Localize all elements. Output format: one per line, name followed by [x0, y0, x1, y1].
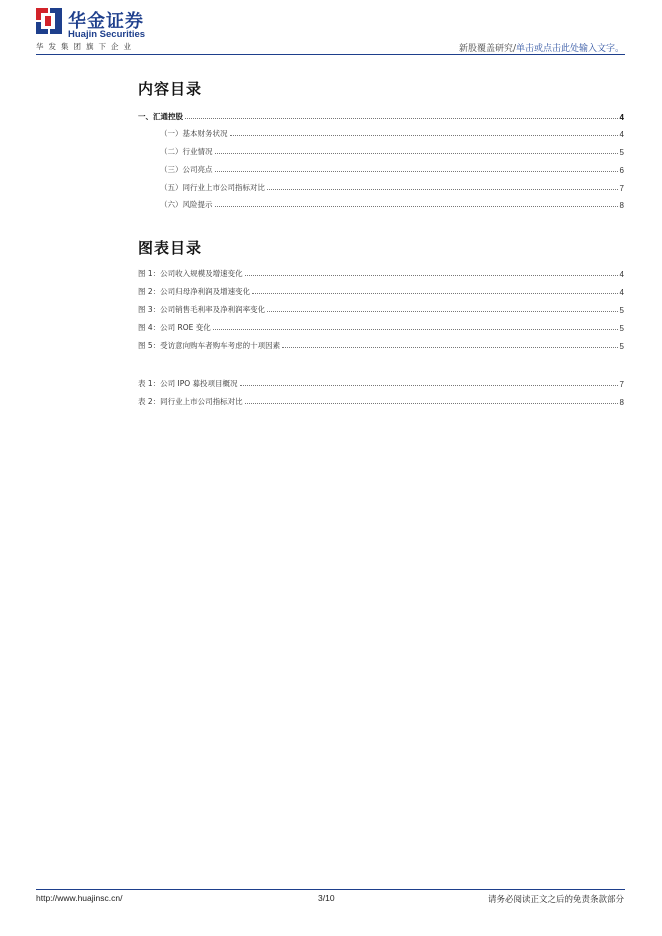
leader-dots [240, 385, 618, 386]
huajin-logo-icon [36, 8, 62, 34]
toc-entry-label: （三）公司亮点 [160, 165, 213, 174]
figure-entry-label: 图 5：受访意向购车者购车考虑的十项因素 [138, 341, 281, 350]
header-divider [36, 54, 625, 55]
leader-dots [215, 153, 618, 154]
figure-entry-page: 5 [619, 324, 624, 333]
report-type: 新股覆盖研究/ [458, 44, 516, 54]
leader-dots [185, 118, 618, 119]
figure-entry[interactable] [138, 284, 624, 297]
leader-dots [267, 189, 618, 190]
table-entry-page: 8 [619, 398, 624, 407]
toc-entry-page: 5 [619, 148, 624, 157]
table-entry[interactable] [138, 376, 624, 389]
figure-entry-page: 5 [619, 342, 624, 351]
leader-dots [245, 275, 618, 276]
figure-entry-page: 4 [619, 288, 624, 297]
figure-entry-page: 4 [619, 270, 624, 279]
figure-entry[interactable] [138, 266, 624, 279]
leader-dots [245, 403, 618, 404]
company-logo [36, 8, 236, 54]
leader-dots [213, 329, 618, 330]
logo-text-en: Huajin Securities [68, 29, 146, 40]
footer-url-link[interactable]: http://www.huajinsc.cn/ [36, 893, 123, 903]
toc-entry-page: 7 [619, 184, 624, 193]
text-placeholder[interactable]: 单击或点击此处输入文字。 [515, 44, 624, 54]
leader-dots [282, 347, 617, 348]
figure-entry-page: 5 [619, 306, 624, 315]
leader-dots [252, 293, 617, 294]
toc-entry[interactable] [138, 162, 624, 175]
toc-entry-label: （一）基本财务状况 [160, 129, 228, 138]
table-entry-label: 表 1：公司 IPO 募投项目概况 [138, 379, 238, 388]
toc-entry[interactable] [138, 180, 624, 193]
figure-entry-label: 图 1：公司收入规模及增速变化 [138, 269, 243, 278]
page-number: 3/10 [318, 893, 335, 903]
leader-dots [215, 171, 618, 172]
leader-dots [230, 135, 618, 136]
toc-entry[interactable] [138, 197, 624, 210]
toc-entry[interactable] [138, 109, 624, 122]
toc-entry-label: 一、汇通控股 [138, 112, 183, 121]
toc-entry-label: （二）行业情况 [160, 147, 213, 156]
footer-divider [36, 889, 625, 890]
toc-entry-label: （六）风险提示 [160, 200, 213, 209]
table-entry-page: 7 [619, 380, 624, 389]
logo-text-cn: 华金证券 [68, 11, 144, 32]
leader-dots [267, 311, 617, 312]
figure-entry-label: 图 4：公司 ROE 变化 [138, 323, 211, 332]
figures-title: 图表目录 [138, 239, 203, 257]
toc-entry-page: 6 [619, 166, 624, 175]
figure-entry-label: 图 2：公司归母净利润及增速变化 [138, 287, 251, 296]
table-entry-label: 表 2：同行业上市公司指标对比 [138, 397, 243, 406]
figure-entry[interactable] [138, 320, 624, 333]
figure-entry[interactable] [138, 338, 624, 351]
toc-entry-label: （五）同行业上市公司指标对比 [160, 183, 265, 192]
table-entry[interactable] [138, 394, 624, 407]
toc-entry-page: 8 [619, 201, 624, 210]
figure-entry[interactable] [138, 302, 624, 315]
toc-entry-page: 4 [619, 113, 624, 122]
leader-dots [215, 206, 618, 207]
disclaimer-note: 请务必阅读正文之后的免责条款部分 [487, 895, 624, 905]
toc-entry[interactable] [138, 144, 624, 157]
figure-entry-label: 图 3：公司销售毛利率及净利润率变化 [138, 305, 266, 314]
header-report-label [459, 41, 624, 54]
toc-entry[interactable] [138, 126, 624, 139]
contents-title: 内容目录 [138, 80, 203, 98]
toc-entry-page: 4 [619, 130, 624, 139]
logo-subtitle: 华发集团旗下企业 [36, 42, 136, 51]
